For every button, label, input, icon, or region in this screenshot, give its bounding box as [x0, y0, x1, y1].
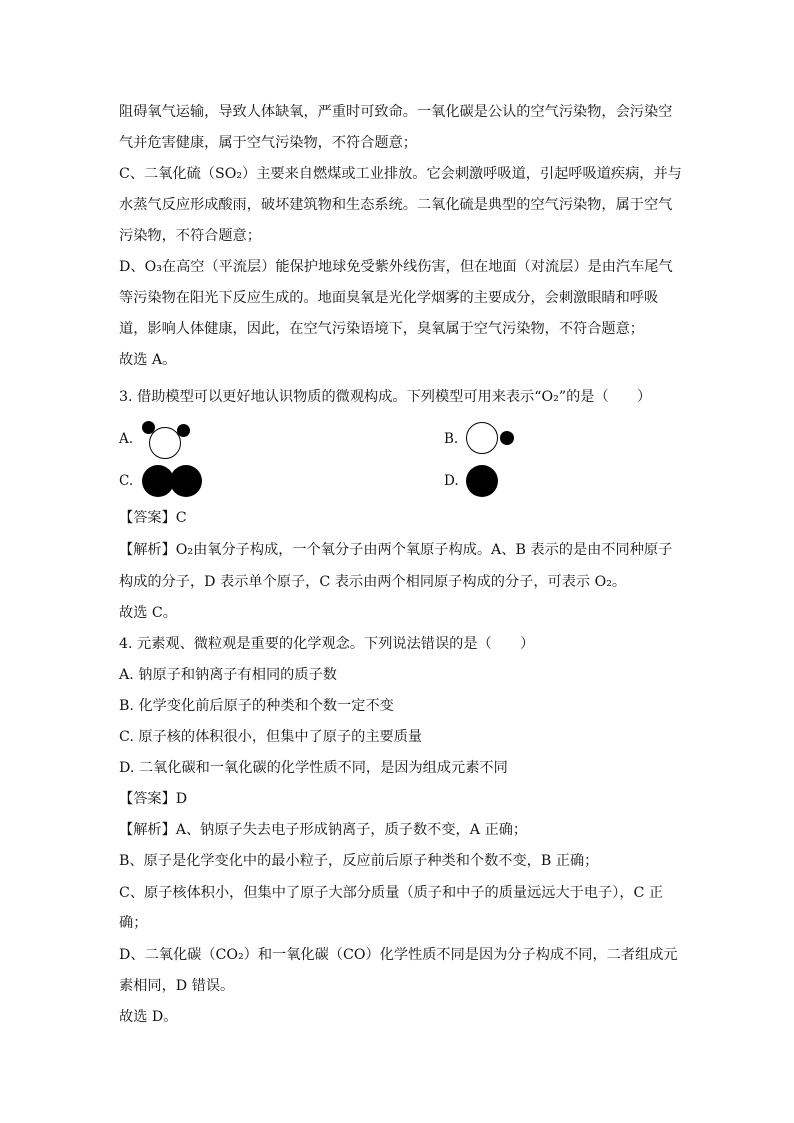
paragraph-line: 故选 A。	[119, 352, 177, 368]
paragraph-line: C、二氧化硫（SO₂）主要来自燃煤或工业排放。它会刺激呼吸道，引起呼吸道疾病，并与	[119, 166, 682, 182]
black-atom	[500, 431, 514, 445]
q4-option-a: A. 钠原子和钠离子有相同的质子数	[119, 667, 337, 683]
black-atom	[177, 424, 190, 437]
black-atom	[466, 465, 498, 497]
black-atom	[170, 465, 202, 497]
paragraph-line: 道，影响人体健康，因此，在空气污染语境下，臭氧属于空气污染物，不符合题意；	[119, 321, 644, 337]
q4-analysis-line: B、原子是化学变化中的最小粒子，反应前后原子种类和个数不变，B 正确；	[119, 853, 599, 869]
q3-option-d-model	[466, 465, 500, 497]
question-4-stem: 4. 元素观、微粒观是重要的化学观念。下列说法错误的是（ ）	[119, 636, 535, 652]
q4-analysis-line: D、二氧化碳（CO₂）和一氧化碳（CO）化学性质不同是因为分子构成不同，二者组成元	[119, 947, 678, 963]
white-atom	[466, 422, 498, 454]
q4-analysis-line: 确；	[119, 915, 148, 931]
paragraph-line: D、O₃在高空（平流层）能保护地球免受紫外线伤害，但在地面（对流层）是由汽车尾气	[119, 259, 673, 275]
q4-answer: 【答案】D	[119, 791, 188, 807]
paragraph-line: 气并危害健康，属于空气污染物，不符合题意；	[119, 135, 417, 151]
paragraph-line: 阻碍氧气运输，导致人体缺氧，严重时可致命。一氧化碳是公认的空气污染物，会污染空	[119, 104, 673, 120]
q3-option-b-label: B.	[444, 431, 459, 447]
paragraph-line: 污染物，不符合题意；	[119, 228, 261, 244]
q4-option-c: C. 原子核的体积很小，但集中了原子的主要质量	[119, 729, 423, 745]
q4-analysis-line: 【解析】A、钠原子失去电子形成钠离子，质子数不变，A 正确；	[119, 822, 528, 838]
q4-analysis-line: C、原子核体积小，但集中了原子大部分质量（质子和中子的质量远远大于电子），C 正	[119, 885, 664, 901]
paragraph-line: 等污染物在阳光下反应生成的。地面臭氧是光化学烟雾的主要成分，会刺激眼睛和呼吸	[119, 290, 659, 306]
paragraph-line: 水蒸气反应形成酸雨，破坏建筑物和生态系统。二氧化硫是典型的空气污染物，属于空气	[119, 197, 673, 213]
q4-option-d: D. 二氧化碳和一氧化碳的化学性质不同，是因为组成元素不同	[119, 760, 508, 776]
black-atom	[142, 421, 155, 434]
q3-option-a-model	[142, 420, 192, 460]
q4-option-b: B. 化学变化前后原子的种类和个数一定不变	[119, 698, 394, 714]
q3-option-c-model	[142, 465, 204, 497]
q3-option-d-label: D.	[444, 473, 459, 489]
q4-analysis-line: 故选 D。	[119, 1009, 178, 1025]
q3-option-a-label: A.	[119, 431, 134, 447]
q3-option-b-model	[466, 422, 518, 456]
question-3-stem: 3. 借助模型可以更好地认识物质的微观构成。下列模型可用来表示“O₂”的是（ ）	[119, 389, 652, 405]
q3-analysis-line: 故选 C。	[119, 605, 177, 621]
q3-option-c-label: C.	[119, 473, 134, 489]
q3-analysis-line: 【解析】O₂由氧分子构成，一个氧分子由两个氧原子构成。A、B 表示的是由不同种原子	[119, 542, 673, 558]
q3-answer: 【答案】C	[119, 510, 187, 526]
q3-analysis-line: 构成的分子，D 表示单个原子，C 表示由两个相同原子构成的分子，可表示 O₂。	[119, 574, 627, 590]
q4-analysis-line: 素相同，D 错误。	[119, 978, 235, 994]
